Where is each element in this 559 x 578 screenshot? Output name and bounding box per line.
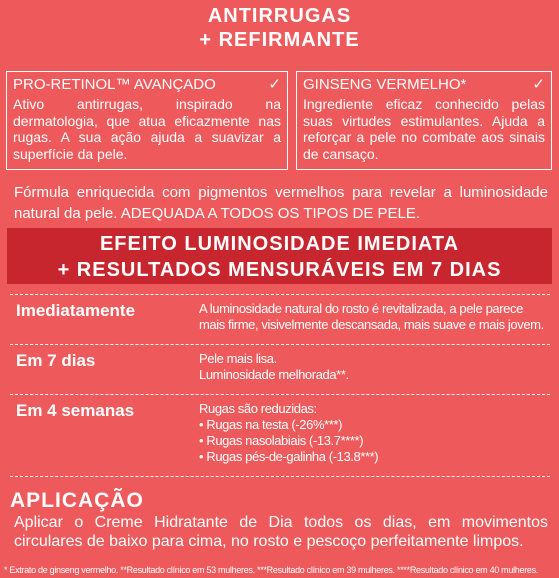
ingredient-description: Ingrediente eficaz conhecido pelas suas virtudes estimulantes. Ajuda a reforçar a pele no combate aos sinais de cansaço.: [303, 96, 545, 162]
banner-line-2: + RESULTADOS MENSURÁVEIS EM 7 DIAS: [57, 259, 502, 281]
divider: [10, 476, 550, 477]
result-label: Em 7 dias: [16, 351, 96, 370]
application-text: Aplicar o Creme Hidratante de Dia todos os dias, em movimentos circulares de baixo para cima, no rosto e pescoço perfeitamente limpos.: [14, 514, 548, 550]
ingredient-box-ginseng: [296, 71, 552, 170]
ingredient-description: Ativo antirrugas, inspirado na dermatologia, que atua eficazmente nas rugas. A sua ação ajuda a suavizar a superfície da pele.: [13, 96, 281, 162]
check-icon: ✓: [532, 76, 545, 93]
result-text-line: Luminosidade melhorada**.: [199, 367, 349, 382]
product-title: [0, 4, 559, 52]
formula-description: Fórmula enriquecida com pigmentos vermelhos para revelar a luminosidade natural da pele. ADEQUADA A TODOS OS TIPOS DE PELE.: [14, 184, 548, 222]
effect-banner: [7, 228, 552, 284]
result-row-immediate: [10, 294, 550, 345]
list-item: • Rugas pés-de-galinha (-13.8***): [199, 449, 379, 464]
ingredient-title: PRO-RETINOL™ AVANÇADO: [13, 76, 216, 93]
result-intro: Rugas são reduzidas:: [199, 401, 317, 416]
check-icon: ✓: [268, 76, 281, 93]
result-text-line: Pele mais lisa.: [199, 351, 277, 366]
ingredient-title: GINSENG VERMELHO*: [303, 76, 467, 93]
ingredient-box-pro-retinol: [6, 71, 288, 170]
wrinkle-list: [199, 417, 544, 465]
list-item: • Rugas nasolabiais (-13.7****): [199, 433, 364, 448]
result-row-4-weeks: [10, 394, 550, 477]
title-line-1: ANTIRRUGAS: [207, 5, 352, 27]
result-label: Imediatamente: [16, 301, 136, 320]
title-line-2: + REFIRMANTE: [199, 29, 360, 51]
result-row-7-days: [10, 344, 550, 395]
result-label: Em 4 semanas: [16, 401, 135, 420]
result-text: A luminosidade natural do rosto é revitalizada, a pele parece mais firme, visivelmente descansada, mais suave e mais jovem.: [199, 301, 544, 332]
banner-line-1: EFEITO LUMINOSIDADE IMEDIATA: [99, 233, 460, 255]
application-title: APLICAÇÃO: [10, 489, 144, 512]
footnote: * Extrato de ginseng vermelho. **Resultado clínico em 53 mulheres. ***Resultado clínico em 39 mulheres. ****Resultado clínico em 40 mulheres.: [4, 565, 538, 575]
list-item: • Rugas na testa (-26%***): [199, 417, 343, 432]
